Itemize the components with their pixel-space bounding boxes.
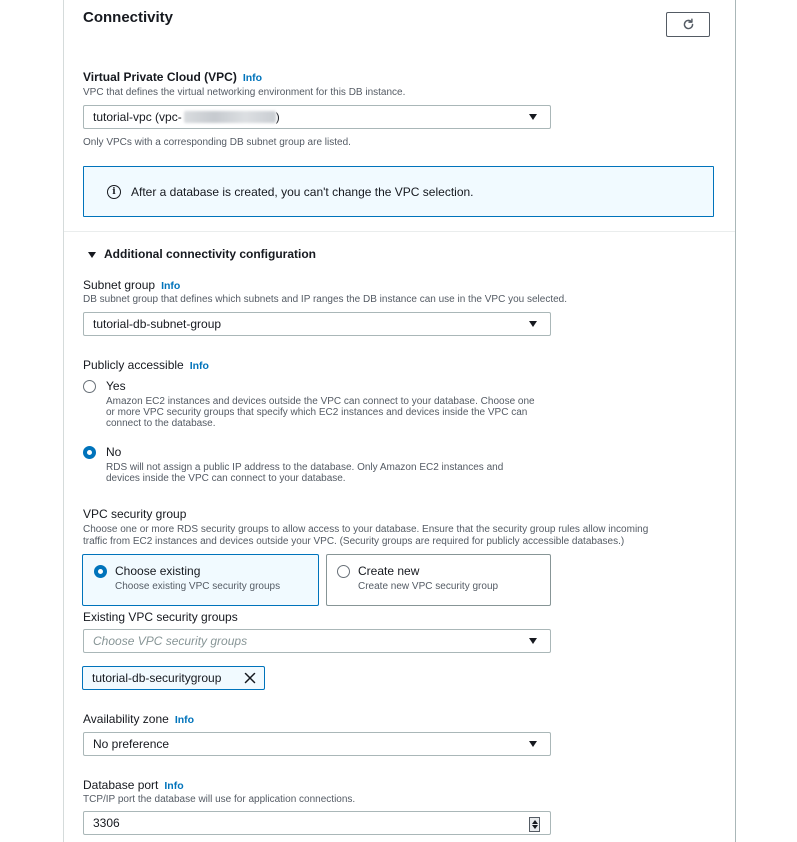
section-title: Connectivity bbox=[83, 9, 174, 26]
public-yes-desc-line: Amazon EC2 instances and devices outside the VPC can connect to your database. Choose one bbox=[106, 396, 535, 407]
security-group-token bbox=[82, 666, 265, 690]
subnet-description: DB subnet group that defines which subnets and IP ranges the DB instance can use in the VPC you selected. bbox=[83, 294, 568, 305]
vpc-description: VPC that defines the virtual networking environment for this DB instance. bbox=[83, 87, 406, 98]
security-group-label: VPC security group bbox=[83, 507, 187, 521]
choose-existing-tile[interactable] bbox=[82, 554, 319, 606]
vpc-select[interactable] bbox=[83, 105, 551, 129]
divider bbox=[64, 231, 735, 232]
public-no-desc-line: RDS will not assign a public IP address to the database. Only Amazon EC2 instances and bbox=[106, 462, 504, 473]
public-no-desc-line: devices inside the VPC can connect to your database. bbox=[106, 473, 346, 484]
public-no-desc bbox=[106, 462, 503, 484]
caret-down-icon bbox=[529, 114, 537, 120]
choose-existing-title: Choose existing bbox=[115, 564, 201, 578]
security-group-token-label: tutorial-db-securitygroup bbox=[92, 671, 222, 685]
availability-zone-info-link[interactable]: Info bbox=[174, 714, 195, 726]
public-yes-desc-line: connect to the database. bbox=[106, 418, 216, 429]
public-access-label bbox=[83, 358, 209, 372]
security-group-desc-line: Choose one or more RDS security groups to allow access to your database. Ensure that the security group rules allow incoming bbox=[83, 524, 649, 535]
info-circle-icon: i bbox=[107, 185, 121, 199]
vpc-alert bbox=[83, 166, 714, 217]
create-new-title: Create new bbox=[358, 564, 420, 578]
additional-config-toggle[interactable] bbox=[88, 247, 316, 261]
vpc-select-suffix: ) bbox=[275, 110, 280, 124]
choose-existing-radio[interactable] bbox=[94, 565, 107, 578]
availability-zone-label bbox=[83, 712, 194, 726]
public-yes-desc bbox=[106, 396, 535, 429]
caret-down-icon bbox=[529, 741, 537, 747]
caret-down-icon bbox=[529, 638, 537, 644]
port-label-text: Database port bbox=[83, 778, 159, 792]
availability-zone-value: No preference bbox=[93, 737, 170, 751]
vpc-label bbox=[83, 70, 262, 84]
public-access-label-text: Publicly accessible bbox=[83, 358, 184, 372]
subnet-label bbox=[83, 278, 180, 292]
port-label bbox=[83, 778, 184, 792]
security-group-desc-line: traffic from EC2 instances and devices outside your VPC. (Security groups are required for publicly accessible databases.) bbox=[83, 536, 625, 547]
port-stepper[interactable] bbox=[529, 817, 540, 832]
availability-zone-label-text: Availability zone bbox=[83, 712, 169, 726]
public-yes-desc-line: or more VPC security groups that specify which EC2 instances and devices inside the VPC can bbox=[106, 407, 528, 418]
redacted-vpc-id bbox=[184, 111, 276, 123]
subnet-select[interactable] bbox=[83, 312, 551, 336]
create-new-desc: Create new VPC security group bbox=[358, 581, 499, 592]
connectivity-panel bbox=[63, 0, 736, 842]
create-new-tile[interactable] bbox=[326, 554, 551, 606]
public-access-info-link[interactable]: Info bbox=[189, 360, 209, 372]
additional-config-label: Additional connectivity configuration bbox=[104, 247, 317, 261]
existing-groups-select[interactable] bbox=[83, 629, 551, 653]
public-no-radio[interactable] bbox=[83, 446, 96, 459]
availability-zone-select[interactable] bbox=[83, 732, 551, 756]
subnet-info-link[interactable]: Info bbox=[161, 280, 181, 292]
create-new-radio[interactable] bbox=[337, 565, 350, 578]
subnet-select-value: tutorial-db-subnet-group bbox=[93, 317, 222, 331]
public-yes-radio[interactable] bbox=[83, 380, 96, 393]
subnet-label-text: Subnet group bbox=[83, 278, 156, 292]
vpc-info-link[interactable]: Info bbox=[242, 72, 263, 84]
existing-groups-label: Existing VPC security groups bbox=[83, 610, 238, 624]
port-description: TCP/IP port the database will use for application connections. bbox=[83, 794, 356, 805]
public-no-label: No bbox=[106, 445, 122, 459]
security-group-desc bbox=[83, 524, 648, 548]
port-input[interactable] bbox=[83, 811, 551, 835]
close-icon[interactable] bbox=[244, 672, 256, 684]
vpc-label-text: Virtual Private Cloud (VPC) bbox=[83, 70, 237, 84]
refresh-icon bbox=[682, 18, 695, 31]
existing-groups-placeholder: Choose VPC security groups bbox=[93, 634, 248, 648]
stepper-down-icon[interactable] bbox=[532, 825, 538, 829]
alert-text: After a database is created, you can't change the VPC selection. bbox=[131, 184, 474, 199]
port-info-link[interactable]: Info bbox=[164, 780, 184, 792]
stepper-up-icon[interactable] bbox=[532, 820, 538, 824]
caret-down-icon bbox=[88, 252, 96, 258]
choose-existing-desc: Choose existing VPC security groups bbox=[115, 581, 281, 592]
port-input-value: 3306 bbox=[93, 816, 120, 830]
vpc-hint: Only VPCs with a corresponding DB subnet group are listed. bbox=[83, 137, 351, 148]
public-yes-label: Yes bbox=[106, 379, 126, 393]
vpc-select-prefix: tutorial-vpc (vpc- bbox=[93, 110, 182, 124]
caret-down-icon bbox=[529, 321, 537, 327]
refresh-button[interactable] bbox=[666, 12, 710, 37]
